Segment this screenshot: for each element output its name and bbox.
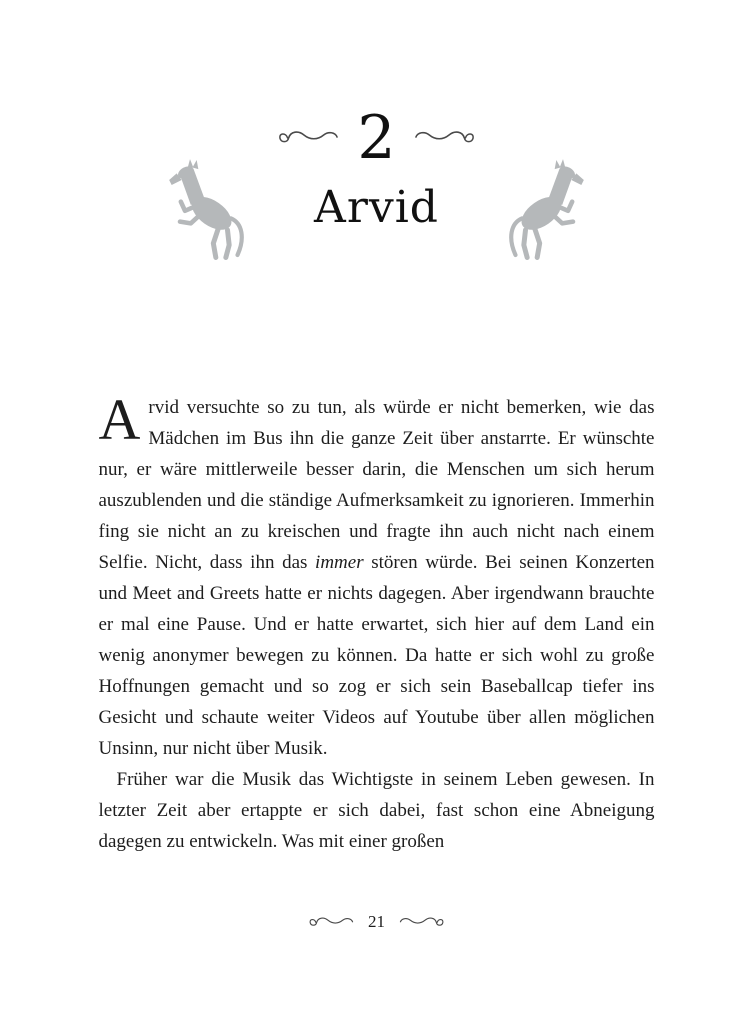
rearing-horse-left-icon bbox=[161, 150, 249, 260]
footer-flourish-left-icon bbox=[308, 916, 354, 929]
drop-cap: A bbox=[98, 387, 141, 452]
chapter-header bbox=[0, 0, 753, 260]
chapter-title: Arvid bbox=[314, 182, 439, 233]
page-number: 21 bbox=[368, 912, 385, 931]
paragraph-1-italic-word: immer bbox=[315, 552, 364, 573]
page-footer bbox=[0, 912, 753, 932]
chapter-heading-block bbox=[277, 100, 475, 232]
body-text bbox=[98, 387, 655, 857]
paragraph-2: Früher war die Musik das Wichtigste in seinem Leben gewesen. In letzter Zeit aber ertappte er sich dabei, fast schon eine Abneigung dagegen zu entwickeln. Was mit einer großen bbox=[98, 769, 655, 852]
flourish-left-icon bbox=[277, 129, 339, 147]
chapter-number: 2 bbox=[357, 103, 396, 173]
rearing-horse-right-icon bbox=[504, 150, 592, 260]
paragraph-1-rest: stören würde. Bei seinen Konzerten und Meet and Greets hatte er nichts dagegen. Aber irgendwann brauchte er mal eine Pause. Und er hatte erwartet, sich hier auf dem Land ein wenig anonymer bewegen zu können. Da hatte er sich wohl zu große Hoffnungen gemacht und so zog er sich sein Baseballcap tiefer ins Gesicht und schaute weiter Videos auf Youtube über allen möglichen Unsinn, nur nicht über Musik. bbox=[98, 552, 655, 759]
footer-flourish-right-icon bbox=[399, 916, 445, 929]
chapter-number-row bbox=[277, 103, 475, 173]
paragraph-1-text: rvid versuchte so zu tun, als würde er nicht bemerken, wie das Mädchen im Bus ihn die ganze Zeit über anstarrte. Er wünschte nur, er wäre mittlerweile besser darin, die Menschen um sich herum auszublenden und die ständige Aufmerksamkeit zu ignorieren. Immerhin fing sie nicht an zu kreischen und fragte ihn auch nicht nach einem Selfie. Nicht, dass ihn das bbox=[98, 397, 655, 573]
paragraph-1 bbox=[98, 387, 655, 764]
flourish-right-icon bbox=[414, 129, 476, 147]
